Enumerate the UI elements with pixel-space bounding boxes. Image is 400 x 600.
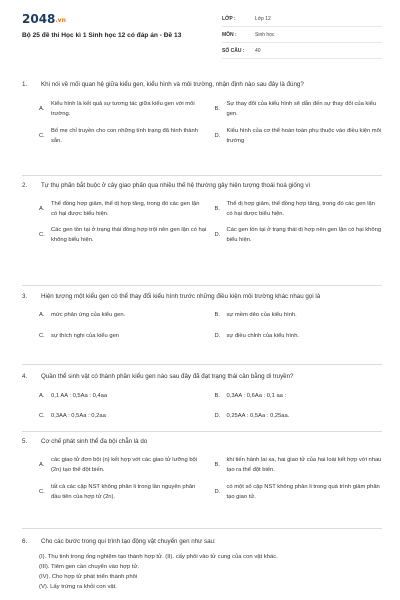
- meta-value: 40: [255, 47, 261, 54]
- option-c[interactable]: [39, 126, 207, 146]
- exam-meta-table: [222, 11, 382, 59]
- question-text: Quần thể sinh vật có thành phần kiểu gen nào sau đây đã đạt trạng thái cân bằng di truyền?: [41, 373, 294, 380]
- question-header: [22, 529, 382, 547]
- option-text: Sự thay đổi của kiểu hình sẽ dẫn đến sự thay đổi của kiểu gen.: [226, 101, 377, 117]
- question-header: [22, 286, 382, 302]
- option-b[interactable]: [215, 99, 383, 119]
- option-grid: [22, 391, 382, 421]
- logo-suffix: .vn: [55, 17, 66, 24]
- option-label: A.: [39, 106, 45, 112]
- question-list: [22, 80, 382, 592]
- option-text: các giao tử đơn bội (n) kết hợp với các giao tử lưỡng bội (2n) tạo thể đột biến.: [51, 457, 198, 473]
- option-label: C.: [39, 413, 45, 419]
- step-item: (I). Thụ tinh trong ống nghiệm tạo thành hợp tử. (II). cấy phôi vào tử cung của con vật khác.: [39, 554, 278, 560]
- option-label: A.: [39, 206, 45, 212]
- meta-value: Sinh học: [255, 31, 275, 38]
- question-1: [22, 80, 382, 176]
- option-text: tất cả các cặp NST không phân li trong lần nguyên phân đầu tiên của hợp tử (2n).: [51, 484, 196, 500]
- question-3: [22, 286, 382, 365]
- option-text: Bố mẹ chỉ truyền cho con những tính trạng đã hình thành sẵn.: [51, 128, 198, 144]
- option-text: Thể dị hợp giảm, thể đồng hợp tăng, trong đó các gen lặn có hại được biểu hiện.: [226, 201, 375, 217]
- option-a[interactable]: [39, 310, 207, 320]
- option-label: A.: [39, 393, 45, 399]
- option-label: B.: [214, 312, 220, 318]
- logo-number: 2048: [22, 12, 56, 26]
- option-d[interactable]: [215, 482, 383, 502]
- option-text: Các gen tồn tại ở trạng thái dị hợp nên gen lặn có hại không biểu hiện.: [226, 227, 382, 243]
- option-text: Các gen tồn tại ở trạng thái đồng hợp trội nên gen lặn có hại không biểu hiện.: [51, 227, 207, 243]
- option-text: khi tiến hành lai xa, hai giao tử của hai loài kết hợp với nhau tạo ra thể đột biến.: [226, 457, 382, 473]
- option-a[interactable]: [39, 391, 207, 401]
- option-grid: [22, 199, 382, 245]
- option-grid: [22, 455, 382, 502]
- site-logo[interactable]: [22, 12, 66, 26]
- question-6: [22, 529, 382, 592]
- option-b[interactable]: [215, 455, 383, 475]
- option-d[interactable]: [215, 126, 383, 146]
- meta-key: LỚP :: [222, 15, 236, 22]
- option-text: mức phản ứng của kiểu gen.: [51, 312, 126, 318]
- option-c[interactable]: [39, 331, 207, 341]
- option-b[interactable]: [215, 199, 383, 219]
- meta-key: SỐ CÂU :: [222, 47, 245, 54]
- option-a[interactable]: [39, 455, 207, 475]
- meta-row-question-count: [222, 43, 382, 59]
- option-a[interactable]: [39, 199, 207, 219]
- option-label: C.: [39, 489, 45, 495]
- question-number: 3.: [22, 293, 28, 300]
- option-a[interactable]: [39, 99, 207, 119]
- option-b[interactable]: [215, 310, 383, 320]
- question-text: Khi nói về mối quan hệ giữa kiểu gen, kiểu hình và môi trường, nhận định nào sau đây là đúng?: [41, 81, 304, 88]
- question-number: 2.: [22, 182, 28, 189]
- option-grid: [22, 99, 382, 146]
- option-text: sự thích nghi của kiểu gen: [51, 333, 120, 339]
- question-number: 4.: [22, 373, 28, 380]
- option-text: Kiểu hình là kết quả sự tương tác giữa kiểu gen với môi trường.: [51, 101, 195, 117]
- question-text: Cho các bước trong qui trình tạo động vật chuyển gen như sau:: [41, 538, 216, 545]
- option-label: C.: [39, 333, 45, 339]
- option-label: B.: [214, 462, 220, 468]
- question-header: [22, 365, 382, 382]
- step-list: [22, 552, 382, 592]
- option-label: A.: [39, 312, 45, 318]
- question-header: [22, 432, 382, 447]
- question-text: Hiện tượng một kiểu gen có thể thay đổi kiểu hình trước những điều kiện môi trường khác nhau gọi là: [41, 293, 321, 300]
- option-b[interactable]: [215, 391, 383, 401]
- meta-row-class: [222, 11, 382, 27]
- question-number: 1.: [22, 81, 28, 88]
- option-d[interactable]: [215, 225, 383, 245]
- question-text: Tự thụ phấn bắt buộc ở cây giao phấn qua nhiều thế hệ thường gây hiện tượng thoái hoá giống vì: [41, 182, 311, 189]
- option-d[interactable]: [215, 411, 383, 421]
- option-label: C.: [39, 133, 45, 139]
- option-label: B.: [214, 393, 220, 399]
- step-item: (IV). Cho hợp tử phát triển thành phôi: [39, 574, 138, 580]
- option-label: D.: [214, 489, 221, 495]
- question-header: [22, 80, 382, 90]
- question-header: [22, 176, 382, 191]
- option-text: Kiểu hình của cơ thể hoàn toàn phụ thuộc vào điều kiện môi trường: [226, 128, 382, 144]
- option-c[interactable]: [39, 225, 207, 245]
- question-4: [22, 365, 382, 432]
- page-title: Bộ 25 đề thi Học kì 1 Sinh học 12 có đáp án - Đề 13: [22, 32, 182, 39]
- option-d[interactable]: [215, 331, 383, 341]
- option-c[interactable]: [39, 482, 207, 502]
- question-number: 5.: [22, 438, 28, 445]
- option-text: sự mềm dẻo của kiểu hình.: [226, 312, 297, 318]
- meta-row-subject: [222, 27, 382, 43]
- option-text: có một số cặp NST không phân li trong quá trình giảm phân tạo giao tử.: [226, 484, 380, 500]
- question-2: [22, 176, 382, 286]
- question-5: [22, 432, 382, 529]
- option-c[interactable]: [39, 411, 207, 421]
- option-label: D.: [214, 333, 221, 339]
- option-label: D.: [214, 413, 221, 419]
- option-text: Thể đồng hợp giảm, thể dị hợp tăng, trong đó các gen lặn có hại được biểu hiện.: [51, 201, 200, 217]
- option-label: D.: [214, 133, 221, 139]
- option-label: D.: [214, 232, 221, 238]
- option-label: A.: [39, 462, 45, 468]
- option-label: B.: [214, 206, 220, 212]
- step-item: (III). Tiêm gen cần chuyển vào hợp tử.: [39, 564, 140, 570]
- question-text: Cơ chế phát sinh thể đa bội chẵn là do: [41, 438, 148, 445]
- meta-value: Lớp 12: [255, 15, 271, 22]
- option-text: 0,3AA : 0,6Aa : 0,1 aa :: [226, 393, 287, 399]
- option-label: B.: [214, 106, 220, 112]
- option-grid: [22, 310, 382, 341]
- option-text: 0,3AA : 0,5Aa : 0,2aa: [51, 413, 106, 419]
- meta-key: MÔN :: [222, 31, 237, 38]
- option-text: 0,25AA : 0,5Aa : 0,25aa.: [226, 413, 290, 419]
- option-label: C.: [39, 232, 45, 238]
- option-text: sự điều chỉnh của kiểu hình.: [226, 333, 300, 339]
- option-text: 0,1 AA : 0,5Aa : 0,4aa: [51, 393, 108, 399]
- question-number: 6.: [22, 538, 28, 545]
- step-item: (V). Lấy trứng ra khỏi con vật.: [39, 584, 117, 590]
